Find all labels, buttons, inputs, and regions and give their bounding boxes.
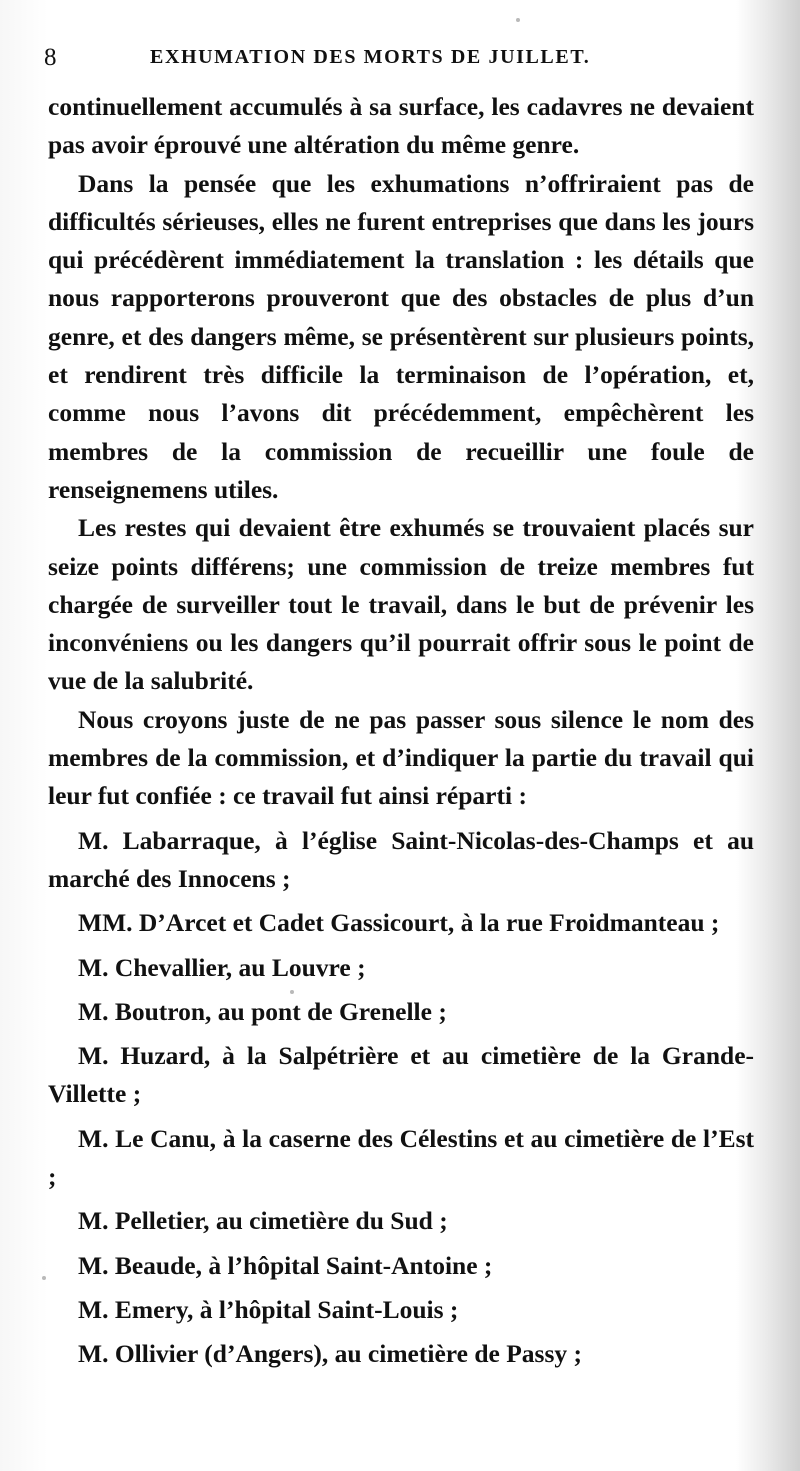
paragraph-exhumations: Dans la pensée que les exhumations n’offriraient pas de difficultés sérieuses, elles ne furent entreprises que dans les jours qui précédèrent immédiatement la translation : les détails que nous rapporterons prouveront que des obstacles de plus d’un genre, et des dangers même, se présentèrent sur plusieurs points, et rendirent très difficile la terminaison de l’opération, et, comme nous l’avons dit précédemment, empêchèrent les membres de la commission de recueillir une foule de renseignemens utiles.: [48, 168, 754, 504]
assignment-labarraque: M. Labarraque, à l’église Saint-Nicolas-des-Champs et au marché des Innocens ;: [48, 825, 754, 893]
assignment-boutron: M. Boutron, au pont de Grenelle ;: [78, 996, 447, 1026]
body-text: [48, 88, 754, 1374]
paragraph-commission: Les restes qui devaient être exhumés se trouvaient placés sur seize points différens; une commission de treize membres fut chargée de surveiller tout le travail, dans le but de prévenir les inconvéniens ou les dangers qu’il pourrait offrir sous le point de vue de la salubrité.: [48, 513, 754, 696]
assignment-pelletier: M. Pelletier, au cimetière du Sud ;: [78, 1206, 448, 1236]
paper-speck: [42, 1276, 46, 1280]
assignment-emery: M. Emery, à l’hôpital Saint-Louis ;: [78, 1294, 459, 1324]
assignment-le-canu: M. Le Canu, à la caserne des Célestins et au cimetière de l’Est ;: [48, 1123, 754, 1192]
paragraph-members-intro: Nous croyons juste de ne pas passer sous silence le nom des membres de la commission, et d’indiquer la partie du travail qui leur fut confiée : ce travail fut ainsi réparti :: [48, 704, 754, 811]
assignment-beaude: M. Beaude, à l’hôpital Saint-Antoine ;: [78, 1250, 493, 1280]
page-header: [44, 44, 764, 80]
assignment-ollivier: M. Ollivier (d’Angers), au cimetière de Passy ;: [78, 1339, 582, 1369]
assignment-darcet-cadet: MM. D’Arcet et Cadet Gassicourt, à la rue Froidmanteau ;: [78, 908, 720, 938]
paper-speck: [290, 990, 294, 994]
assignment-chevallier: M. Chevallier, au Louvre ;: [78, 952, 366, 982]
paragraph-continuation: continuellement accumulés à sa surface, les cadavres ne devaient pas avoir éprouvé une altération du même genre.: [48, 92, 754, 160]
running-head: EXHUMATION DES MORTS DE JUILLET.: [150, 46, 591, 68]
paper-speck: [516, 18, 520, 22]
assignment-huzard: M. Huzard, à la Salpétrière et au cimetière de la Grande-Villette ;: [48, 1041, 754, 1109]
page-number: 8: [44, 44, 57, 71]
